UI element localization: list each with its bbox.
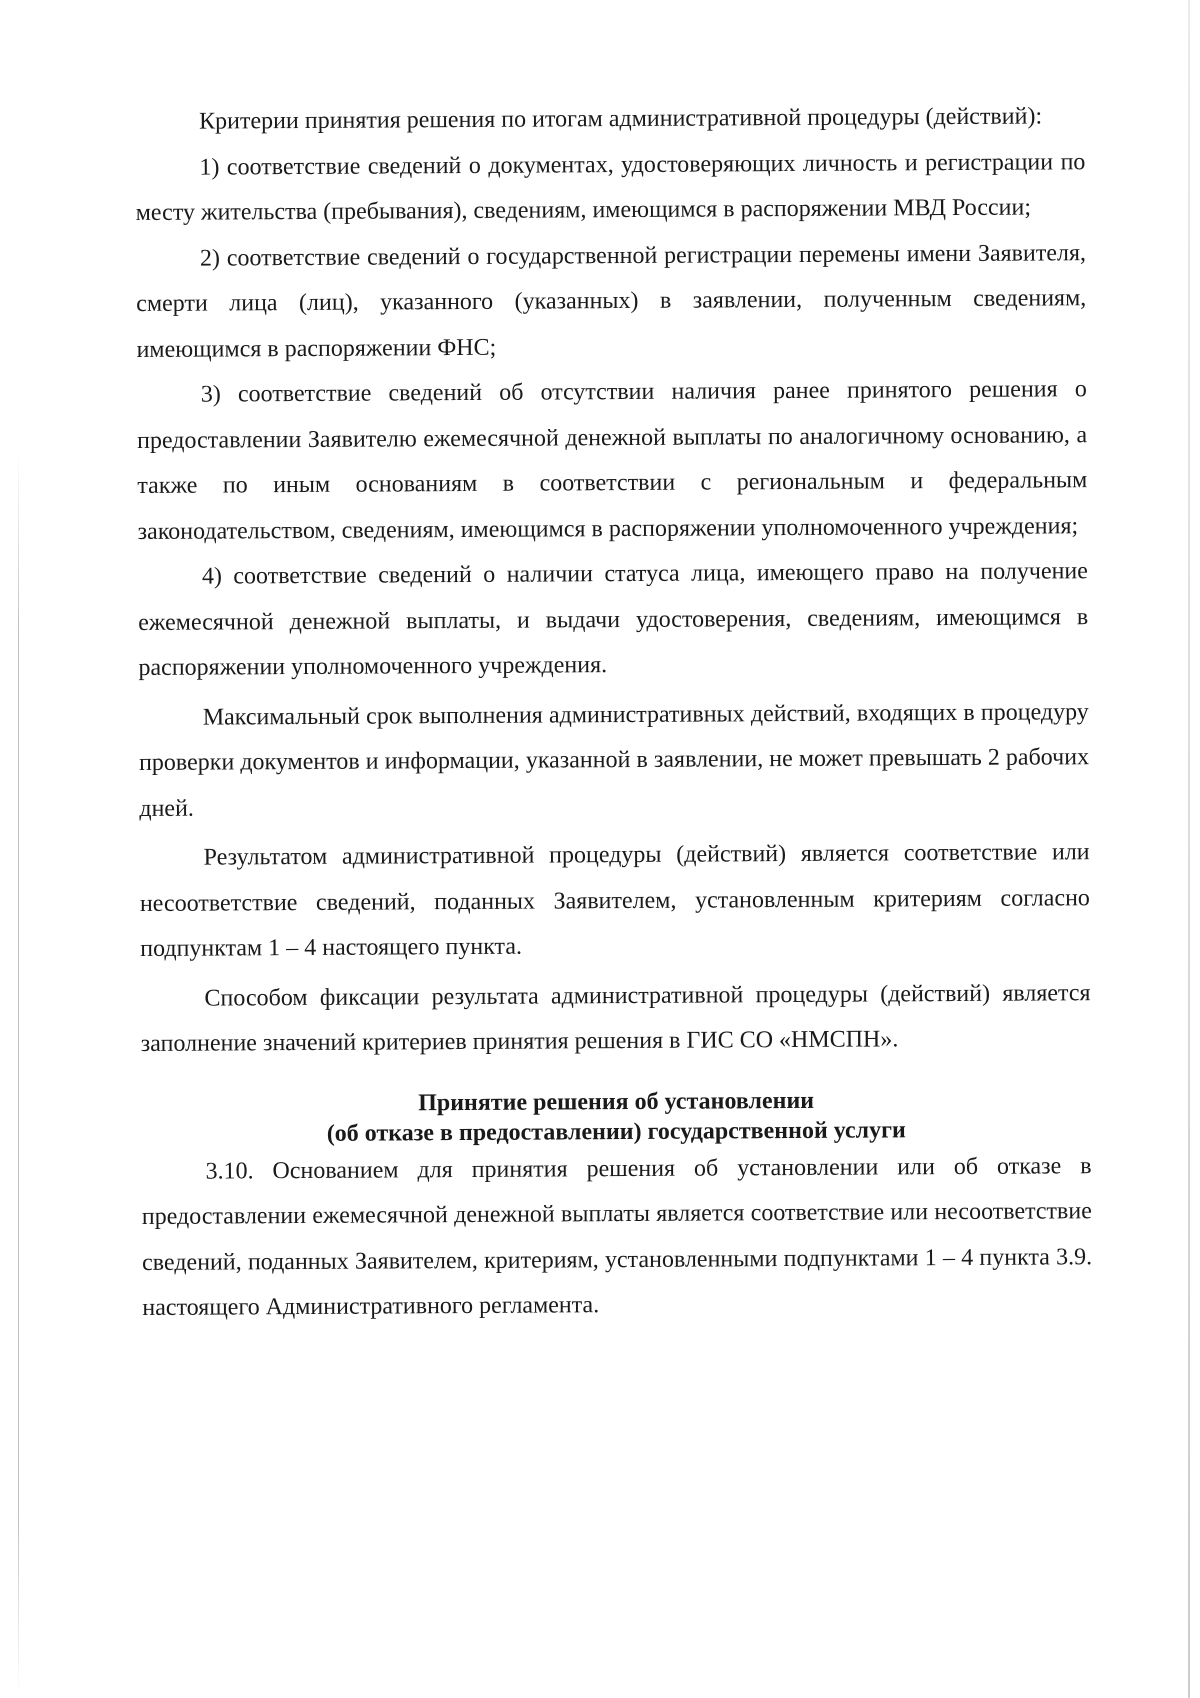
scan-edge-right xyxy=(1188,0,1190,1698)
paragraph-criterion-3: 3) соответствие сведений об отсутствии наличия ранее принятого решения о предоставлении Заявителю ежемесячной денежной выплаты по аналогичному основанию, а также по иным основаниям в соответствии с региональным и федеральным законодательством, сведениям, имеющимся в распоряжении уполномоченного учреждения; xyxy=(137,376,1088,545)
section-heading-line-1: Принятие решения об установлении xyxy=(418,1087,815,1116)
paragraph-criteria-intro: Критерии принятия решения по итогам административной процедуры (действий): xyxy=(199,103,1043,135)
paragraph-criterion-1: 1) соответствие сведений о документах, удостоверяющих личность и регистрации по месту жительства (пребывания), сведениям, имеющимся в распоряжении МВД России; xyxy=(135,148,1086,226)
document-body xyxy=(135,94,1093,1331)
paragraph-criterion-4: 4) соответствие сведений о наличии статуса лица, имеющего право на получение ежемесячной денежной выплаты, и выдачи удостоверения, сведениям, имеющимся в распоряжении уполномоченного учреждения. xyxy=(138,558,1089,681)
section-heading xyxy=(141,1084,1091,1150)
paragraph-3-10: 3.10. Основанием для принятия решения об установлении или об отказе в предоставлении ежемесячной денежной выплаты является соответствие или несоответствие сведений, поданных Заявителем, критериям, установленными подпунктами 1 – 4 пункта 3.9. настоящего Административного регламента. xyxy=(141,1152,1093,1321)
paragraph-criterion-2: 2) соответствие сведений о государственной регистрации перемены имени Заявителя, смерти лица (лиц), указанного (указанных) в заявлении, полученным сведениям, имеющимся в распоряжении ФНС; xyxy=(136,239,1087,363)
section-heading-line-2: (об отказе в предоставлении) государственной услуги xyxy=(326,1116,906,1147)
paragraph-fixation-method: Способом фиксации результата административной процедуры (действий) является заполнение значений критериев принятия решения в ГИС СО «НМСПН». xyxy=(140,979,1091,1057)
paragraph-max-term: Максимальный срок выполнения административных действий, входящих в процедуру проверки документов и информации, указанной в заявлении, не может превышать 2 рабочих дней. xyxy=(138,698,1090,822)
paragraph-result: Результатом административной процедуры (действий) является соответствие или несоответствие сведений, поданных Заявителем, установленным критериям согласно подпунктам 1 – 4 настоящего пункта. xyxy=(139,839,1090,962)
scan-edge-left xyxy=(18,450,19,1698)
